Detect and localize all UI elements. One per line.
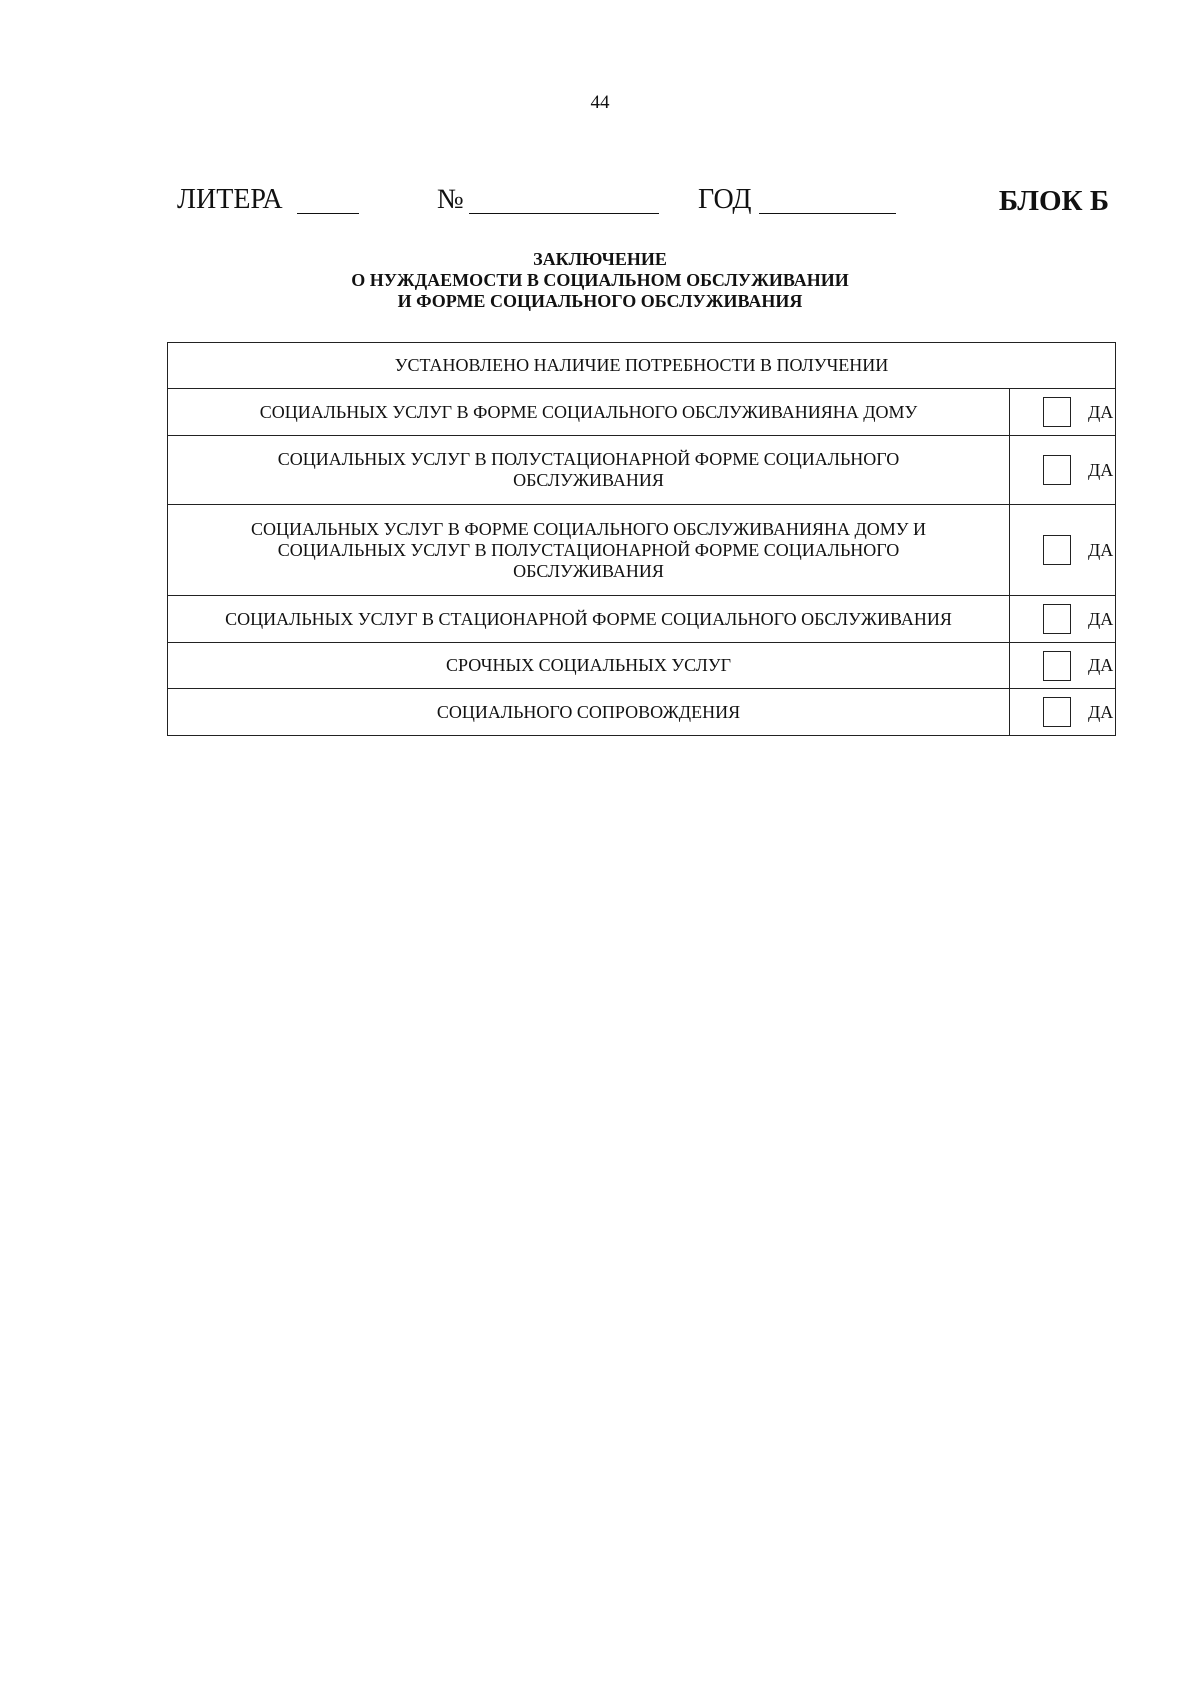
yes-label: ДА bbox=[1088, 539, 1114, 560]
option-cell bbox=[1010, 505, 1116, 596]
conclusion-title-line: О НУЖДАЕМОСТИ В СОЦИАЛЬНОМ ОБСЛУЖИВАНИИ bbox=[351, 270, 849, 290]
service-description bbox=[168, 389, 1010, 436]
description-line: ОБСЛУЖИВАНИЯ bbox=[513, 470, 664, 490]
table-header-row bbox=[168, 343, 1116, 389]
yes-checkbox[interactable] bbox=[1043, 697, 1071, 727]
description-line: СРОЧНЫХ СОЦИАЛЬНЫХ УСЛУГ bbox=[445, 655, 732, 675]
yes-label: ДА bbox=[1088, 608, 1114, 629]
option-cell bbox=[1010, 596, 1116, 643]
service-description bbox=[168, 436, 1010, 505]
description-line: СОЦИАЛЬНЫХ УСЛУГ В ФОРМЕ СОЦИАЛЬНОГО ОБСЛУЖИВАНИЯНА ДОМУ bbox=[259, 401, 918, 422]
description-line: СОЦИАЛЬНЫХ УСЛУГ В СТАЦИОНАРНОЙ ФОРМЕ СОЦИАЛЬНОГО ОБСЛУЖИВАНИЯ bbox=[225, 608, 952, 629]
yes-label: ДА bbox=[1088, 401, 1114, 422]
description-line: СОЦИАЛЬНЫХ УСЛУГ В ПОЛУСТАЦИОНАРНОЙ ФОРМЕ СОЦИАЛЬНОГО bbox=[277, 539, 900, 560]
number-label: № bbox=[437, 184, 464, 215]
conclusion-title-line: ЗАКЛЮЧЕНИЕ bbox=[533, 249, 667, 269]
yes-label: ДА bbox=[1088, 655, 1114, 675]
table-row bbox=[168, 643, 1116, 689]
yes-label: ДА bbox=[1088, 701, 1114, 722]
conclusion-title bbox=[0, 249, 1200, 312]
description-line: СОЦИАЛЬНЫХ УСЛУГ В ФОРМЕ СОЦИАЛЬНОГО ОБСЛУЖИВАНИЯНА ДОМУ И bbox=[250, 518, 927, 539]
form-header bbox=[0, 184, 1200, 224]
year-field[interactable] bbox=[759, 213, 896, 214]
description-line: ОБСЛУЖИВАНИЯ bbox=[513, 560, 664, 581]
needs-table bbox=[167, 342, 1116, 736]
table-header: УСТАНОВЛЕНО НАЛИЧИЕ ПОТРЕБНОСТИ В ПОЛУЧЕНИИ bbox=[168, 343, 1116, 389]
yes-checkbox[interactable] bbox=[1043, 535, 1071, 565]
option-cell bbox=[1010, 643, 1116, 689]
description-line: СОЦИАЛЬНОГО СОПРОВОЖДЕНИЯ bbox=[436, 701, 741, 722]
yes-checkbox[interactable] bbox=[1043, 604, 1071, 634]
service-description bbox=[168, 596, 1010, 643]
service-description bbox=[168, 505, 1010, 596]
number-field[interactable] bbox=[469, 213, 659, 214]
conclusion-title-line: И ФОРМЕ СОЦИАЛЬНОГО ОБСЛУЖИВАНИЯ bbox=[397, 291, 803, 311]
description-line: СОЦИАЛЬНЫХ УСЛУГ В ПОЛУСТАЦИОНАРНОЙ ФОРМЕ СОЦИАЛЬНОГО bbox=[277, 449, 900, 469]
table-row bbox=[168, 505, 1116, 596]
yes-checkbox[interactable] bbox=[1043, 651, 1071, 681]
table-row bbox=[168, 436, 1116, 505]
table-row bbox=[168, 389, 1116, 436]
yes-checkbox[interactable] bbox=[1043, 397, 1071, 427]
yes-checkbox[interactable] bbox=[1043, 455, 1071, 485]
litera-field[interactable] bbox=[297, 213, 359, 214]
litera-label: ЛИТЕРА bbox=[177, 184, 283, 215]
option-cell bbox=[1010, 689, 1116, 736]
service-description bbox=[168, 643, 1010, 689]
yes-label: ДА bbox=[1088, 459, 1114, 480]
page-number: 44 bbox=[590, 92, 610, 113]
option-cell bbox=[1010, 436, 1116, 505]
service-description bbox=[168, 689, 1010, 736]
year-label: ГОД bbox=[698, 184, 752, 215]
table-row bbox=[168, 689, 1116, 736]
option-cell bbox=[1010, 389, 1116, 436]
table-row bbox=[168, 596, 1116, 643]
block-label: БЛОК Б bbox=[998, 185, 1109, 217]
